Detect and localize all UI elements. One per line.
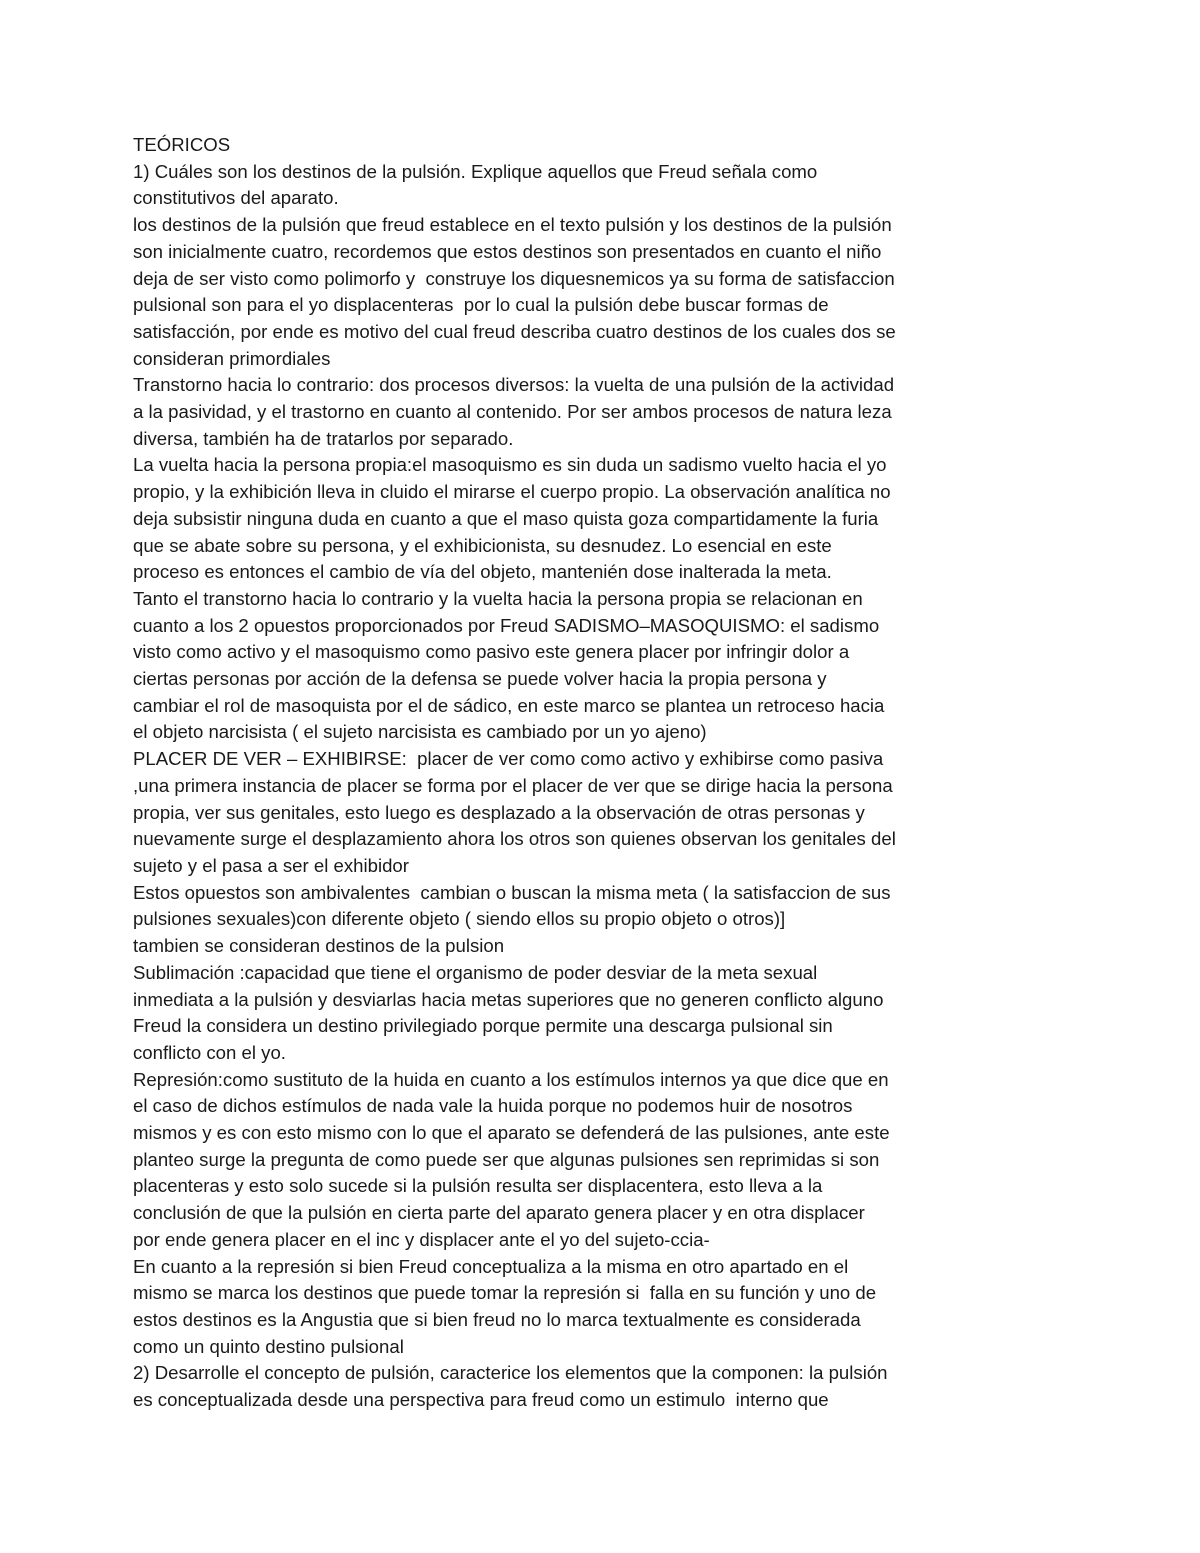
text-line: ciertas personas por acción de la defensa se puede volver hacia la propia persona y: [133, 668, 827, 690]
text-line: los destinos de la pulsión que freud establece en el texto pulsión y los destinos de la pulsión: [133, 214, 892, 236]
text-line: inmediata a la pulsión y desviarlas hacia metas superiores que no generen conflicto alguno: [133, 988, 884, 1010]
text-line: cambiar el rol de masoquista por el de sádico, en este marco se plantea un retroceso hacia: [133, 694, 885, 716]
question-1-line: 1) Cuáles son los destinos de la pulsión. Explique aquellos que Freud señala como: [133, 160, 818, 182]
text-line: pulsiones sexuales)con diferente objeto ( siendo ellos su propio objeto o otros)]: [133, 908, 786, 930]
text-line: deja de ser visto como polimorfo y construye los diquesnemicos ya su forma de satisfaccion: [133, 267, 895, 289]
text-line: satisfacción, por ende es motivo del cual freud describa cuatro destinos de los cuales dos se: [133, 320, 896, 342]
text-line: que se abate sobre su persona, y el exhibicionista, su desnudez. Lo esencial en este: [133, 534, 832, 556]
text-line: propio, y la exhibición lleva in cluido el mirarse el cuerpo propio. La observación analítica no: [133, 481, 891, 503]
text-line: Sublimación :capacidad que tiene el organismo de poder desviar de la meta sexual: [133, 961, 818, 983]
question-1-line: constitutivos del aparato.: [133, 187, 339, 209]
text-line: como un quinto destino pulsional: [133, 1335, 404, 1357]
text-line: cuanto a los 2 opuestos proporcionados por Freud SADISMO–MASOQUISMO: el sadismo: [133, 614, 880, 636]
text-line: el caso de dichos estímulos de nada vale la huida porque no podemos huir de nosotros: [133, 1095, 853, 1117]
text-line: consideran primordiales: [133, 347, 331, 369]
text-line: Estos opuestos son ambivalentes cambian o buscan la misma meta ( la satisfaccion de sus: [133, 881, 891, 903]
text-line: Represión:como sustituto de la huida en cuanto a los estímulos internos ya que dice que en: [133, 1068, 889, 1090]
text-line: Freud la considera un destino privilegiado porque permite una descarga pulsional sin: [133, 1015, 833, 1037]
text-line: placenteras y esto solo sucede si la pulsión resulta ser displacentera, esto lleva a la: [133, 1175, 823, 1197]
text-line: planteo surge la pregunta de como puede ser que algunas pulsiones sen reprimidas si son: [133, 1148, 880, 1170]
question-2-line: es conceptualizada desde una perspectiva para freud como un estimulo interno que: [133, 1389, 829, 1411]
text-line: tambien se consideran destinos de la pulsion: [133, 935, 505, 957]
text-line: Tanto el transtorno hacia lo contrario y la vuelta hacia la persona propia se relacionan en: [133, 587, 863, 609]
question-2-line: 2) Desarrolle el concepto de pulsión, caracterice los elementos que la componen: la pulsión: [133, 1362, 888, 1384]
text-line: Transtorno hacia lo contrario: dos procesos diversos: la vuelta de una pulsión de la actividad: [133, 374, 895, 396]
text-line: En cuanto a la represión si bien Freud conceptualiza a la misma en otro apartado en el: [133, 1255, 849, 1277]
text-line: el objeto narcisista ( el sujeto narcisista es cambiado por un yo ajeno): [133, 721, 707, 743]
section-heading: TEÓRICOS: [133, 134, 231, 155]
text-line: La vuelta hacia la persona propia:el masoquismo es sin duda un sadismo vuelto hacia el yo: [133, 454, 887, 476]
text-line: ,una primera instancia de placer se forma por el placer de ver que se dirige hacia la persona: [133, 774, 893, 796]
text-line: sujeto y el pasa a ser el exhibidor: [133, 854, 409, 876]
text-line: proceso es entonces el cambio de vía del objeto, mantenién dose inalterada la meta.: [133, 561, 832, 583]
text-line: nuevamente surge el desplazamiento ahora los otros son quienes observan los genitales del: [133, 828, 896, 850]
text-line: mismo se marca los destinos que puede tomar la represión si falla en su función y uno de: [133, 1282, 877, 1304]
text-line: pulsional son para el yo displacenteras por lo cual la pulsión debe buscar formas de: [133, 294, 829, 316]
text-line: estos destinos es la Angustia que si bien freud no lo marca textualmente es considerada: [133, 1308, 861, 1330]
text-line: diversa, también ha de tratarlos por separado.: [133, 427, 514, 449]
text-line: deja subsistir ninguna duda en cuanto a que el maso quista goza compartidamente la furia: [133, 507, 879, 529]
text-line: conclusión de que la pulsión en cierta parte del aparato genera placer y en otra displacer: [133, 1202, 865, 1224]
text-line: propia, ver sus genitales, esto luego es desplazado a la observación de otras personas y: [133, 801, 865, 823]
document-body: [133, 132, 973, 1414]
text-line: visto como activo y el masoquismo como pasivo este genera placer por infringir dolor a: [133, 641, 850, 663]
text-line: por ende genera placer en el inc y displacer ante el yo del sujeto-ccia-: [133, 1228, 710, 1250]
text-line: son inicialmente cuatro, recordemos que estos destinos son presentados en cuanto el niño: [133, 240, 882, 262]
text-line: a la pasividad, y el trastorno en cuanto al contenido. Por ser ambos procesos de natura leza: [133, 401, 892, 423]
text-line: PLACER DE VER – EXHIBIRSE: placer de ver como como activo y exhibirse como pasiva: [133, 748, 884, 770]
text-line: mismos y es con esto mismo con lo que el aparato se defenderá de las pulsiones, ante este: [133, 1122, 890, 1144]
text-line: conflicto con el yo.: [133, 1041, 286, 1063]
